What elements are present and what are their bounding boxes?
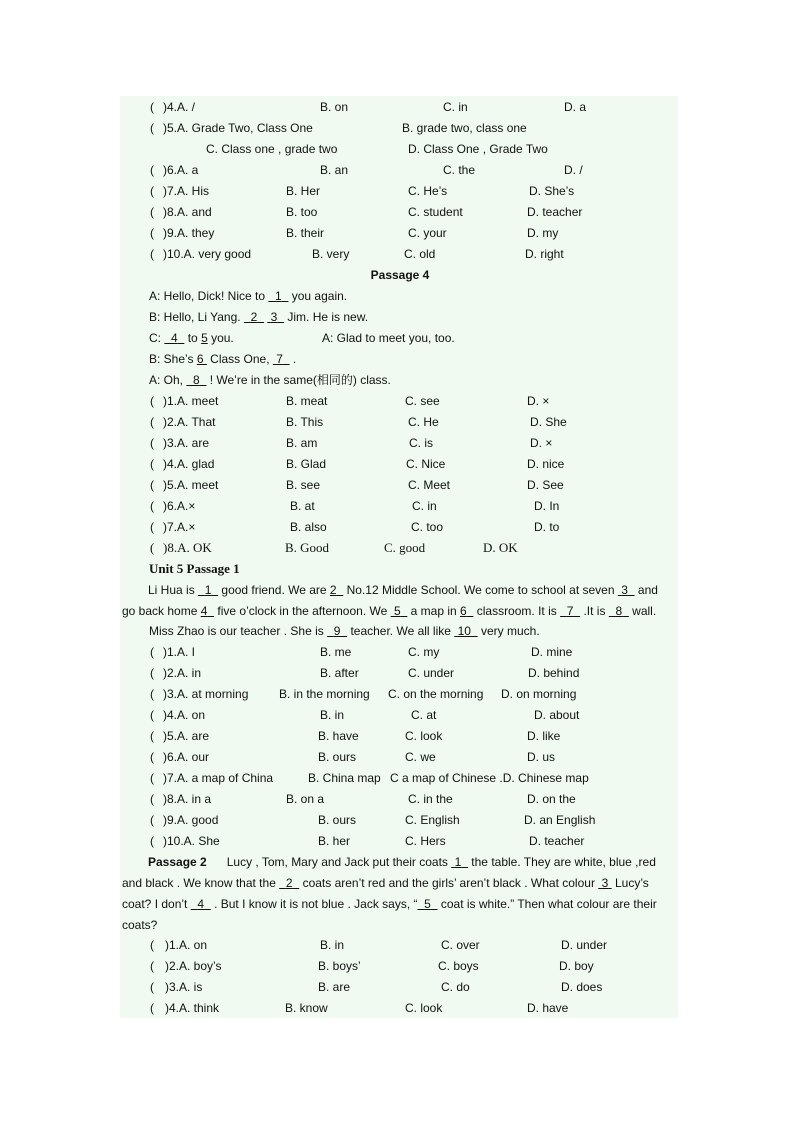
blank-4: 4 [197, 897, 205, 911]
answer-paren: ( [150, 394, 154, 408]
answer-paren: ( [150, 520, 154, 534]
option-c: C. in [443, 100, 468, 114]
answer-paren: ( [150, 205, 154, 219]
option-c: C. at [411, 708, 437, 722]
question-option-a: )5.A. meet [163, 478, 219, 492]
question-option-a: )2.A. boy’s [165, 959, 222, 973]
passage-text [122, 852, 670, 936]
option-c: C. on the morning [388, 687, 484, 701]
question-option-a: )3.A. are [163, 436, 210, 450]
question-option-a: )2.A. in [163, 666, 202, 680]
option-d: D. an English [524, 813, 596, 827]
answer-paren: ( [150, 499, 154, 513]
text-segment: Miss Zhao is our teacher . She is [149, 624, 328, 638]
option-b: B. see [286, 478, 321, 492]
option-d: D. right [525, 247, 564, 261]
option-c: C. the [443, 163, 476, 177]
option-d: D. a [564, 100, 587, 114]
answer-paren: ( [150, 792, 154, 806]
blank-4: 4 [171, 331, 178, 345]
answer-paren: ( [150, 959, 154, 973]
option-c: C. we [405, 750, 436, 764]
option-b: B. China map [308, 771, 381, 785]
blank-9: 9 [333, 624, 341, 638]
option-c: C. over [441, 938, 480, 952]
option-c: C. do [441, 980, 470, 994]
passage-heading: Passage 2 [148, 855, 207, 869]
option-c: C. look [405, 1001, 443, 1015]
option-b: B. are [318, 980, 351, 994]
text-segment: classroom. It is [473, 604, 561, 618]
text-segment: A: Glad to meet you, too. [322, 331, 455, 345]
text-segment: very much. [477, 624, 540, 638]
option-d: D. × [527, 394, 550, 408]
option-c: C. my [408, 645, 440, 659]
question-option-a: )5.A. Grade Two, Class One [163, 121, 313, 135]
option-d: D. like [527, 729, 561, 743]
option-b: B. their [286, 226, 325, 240]
blank-1: 1 [275, 289, 282, 303]
question-option-a: )4.A. on [163, 708, 206, 722]
answer-paren: ( [150, 436, 154, 450]
option-b: B. Glad [286, 457, 327, 471]
blank-4: 4 [200, 604, 208, 618]
answer-paren: ( [150, 100, 154, 114]
option-b: B. meat [286, 394, 328, 408]
question-option-a: )3.A. at morning [163, 687, 249, 701]
option-c: C. Hers [405, 834, 446, 848]
option-d: D. teacher [529, 834, 585, 848]
option-b: B. boys’ [318, 959, 361, 973]
option-c: C. under [408, 666, 455, 680]
text-segment: teacher. We all like [347, 624, 455, 638]
question-option-a: )8.A. in a [163, 792, 212, 806]
option-c: C a map of Chinese .D. Chinese map [390, 771, 589, 785]
question-option-a: )8.A. and [163, 205, 212, 219]
question-option-a: )5.A. are [163, 729, 210, 743]
text-segment: Jim. He is new. [284, 310, 369, 324]
text-segment: Lucy , Tom, Mary and Jack put their coats [226, 855, 452, 869]
text-segment: coats aren’t red and the girls’ aren’t black . What colour [299, 876, 599, 890]
text-segment: . But I know it is not blue . Jack says, “ [210, 897, 418, 911]
answer-paren: ( [150, 226, 154, 240]
answer-paren: ( [150, 184, 154, 198]
question-option-a: )4.A. / [163, 100, 196, 114]
question-option-a: )4.A. think [165, 1001, 220, 1015]
option-b: B. on [320, 100, 349, 114]
option-d: D. / [564, 163, 583, 177]
option-c: C. Nice [406, 457, 446, 471]
blank-1: 1 [204, 583, 212, 597]
question-option-a: )7.A. His [163, 184, 210, 198]
option-c: C. student [408, 205, 463, 219]
answer-paren: ( [150, 687, 154, 701]
option-b: C. Class one , grade two [206, 142, 338, 156]
question-option-a: )10.A. She [163, 834, 220, 848]
answer-paren: ( [150, 708, 154, 722]
blank-5: 5 [424, 897, 431, 911]
option-b: B. too [286, 205, 318, 219]
option-b: B. am [286, 436, 318, 450]
option-d: D. have [527, 1001, 569, 1015]
option-b: B. ours [318, 750, 357, 764]
answer-paren: ( [150, 729, 154, 743]
text-segment: and go back home [122, 583, 658, 618]
question-option-a: )4.A. glad [163, 457, 215, 471]
answer-paren: ( [150, 666, 154, 680]
option-b: B. ours [318, 813, 357, 827]
answer-paren: ( [150, 834, 154, 848]
option-b: B. Her [286, 184, 321, 198]
option-d: D. boy [559, 959, 594, 973]
answer-paren: ( [150, 247, 154, 261]
question-option-a: )9.A. they [163, 226, 215, 240]
text-segment: wall. [628, 604, 657, 618]
option-c: C. is [409, 436, 433, 450]
blank-5: 5 [201, 331, 208, 345]
blank-8: 8 [193, 373, 200, 387]
option-c: C. boys [438, 959, 479, 973]
text-segment: A: Oh, [149, 373, 187, 387]
question-option-a: )1.A. meet [163, 394, 219, 408]
blank-2: 2 [250, 310, 258, 324]
text-segment: No.12 Middle School. We come to school at seven [343, 583, 618, 597]
option-d: D. does [561, 980, 603, 994]
option-d: D. us [527, 750, 556, 764]
option-b: B. in [320, 708, 345, 722]
question-option-a: )2.A. That [163, 415, 216, 429]
text-segment: Unit 5 Passage 1 [149, 561, 240, 576]
answer-paren: ( [150, 540, 155, 555]
blank-1: 1 [454, 855, 462, 869]
question-option-a: )10.A. very good [163, 247, 252, 261]
option-d: D. behind [528, 666, 580, 680]
answer-paren: ( [150, 645, 154, 659]
question-option-a: )8.A. OK [163, 540, 212, 555]
text-segment: you again. [288, 289, 348, 303]
option-b: B. have [318, 729, 359, 743]
answer-paren: ( [150, 457, 154, 471]
option-d: D. mine [531, 645, 573, 659]
question-option-a: )6.A. a [163, 163, 199, 177]
option-d: D. about [534, 708, 580, 722]
option-d: D. × [530, 436, 553, 450]
option-b: B. in [320, 938, 345, 952]
answer-paren: ( [150, 121, 154, 135]
text-segment: Li Hua is [148, 583, 199, 597]
text-segment: C: [149, 331, 165, 345]
question-option-a: )6.A. our [163, 750, 210, 764]
blank-10: 10 [457, 624, 471, 638]
text-segment: Lucy’s coat? I don’t [122, 876, 649, 911]
answer-paren: ( [150, 478, 154, 492]
text-segment: .It is [580, 604, 609, 618]
option-b: B. also [290, 520, 327, 534]
option-d: D. nice [527, 457, 565, 471]
blank-2: 2 [329, 583, 337, 597]
blank-6: 6 [196, 352, 204, 366]
option-b: B. after [320, 666, 359, 680]
option-b: B. Good [285, 540, 330, 555]
question-option-a: )3.A. is [165, 980, 203, 994]
blank-3: 3 [601, 876, 609, 890]
text-segment: Class One, [206, 352, 273, 366]
option-d: D. She [530, 415, 567, 429]
text-segment: five o’clock in the afternoon. We [214, 604, 391, 618]
passage-heading: Passage 4 [370, 268, 430, 282]
answer-paren: ( [150, 163, 154, 177]
answer-paren: ( [150, 415, 154, 429]
option-d: D. to [534, 520, 560, 534]
option-d: D. teacher [527, 205, 583, 219]
option-c: C. He [408, 415, 439, 429]
option-c: C. in the [408, 792, 453, 806]
text-segment: B: Hello, Li Yang. [149, 310, 244, 324]
option-d: D. on morning [501, 687, 577, 701]
option-d: D. under [561, 938, 608, 952]
blank-7: 7 [566, 604, 574, 618]
question-option-a: )7.A.× [163, 520, 196, 534]
option-c: C. in [412, 499, 437, 513]
option-d: D. my [527, 226, 559, 240]
text-segment: you. [207, 331, 234, 345]
option-d: D. In [534, 499, 560, 513]
option-d: D. OK [483, 540, 518, 555]
option-b: B. in the morning [279, 687, 370, 701]
option-c: C. your [408, 226, 447, 240]
option-b: B. an [320, 163, 349, 177]
blank-5: 5 [393, 604, 401, 618]
option-c: C. Meet [408, 478, 451, 492]
text-segment: a map in [407, 604, 461, 618]
option-b: B. know [285, 1001, 328, 1015]
answer-paren: ( [150, 750, 154, 764]
blank-3: 3 [270, 310, 278, 324]
question-option-a: )6.A.× [163, 499, 196, 513]
text-segment: B: She’s [149, 352, 197, 366]
question-option-a: )1.A. I [163, 645, 196, 659]
option-b: B. at [290, 499, 315, 513]
option-c: D. Class One , Grade Two [408, 142, 548, 156]
option-c: C. He’s [408, 184, 448, 198]
answer-paren: ( [150, 771, 154, 785]
option-b: B. This [286, 415, 324, 429]
text-segment: the table. They are white, blue ,red and black . We know that the [122, 855, 656, 890]
option-b: B. her [318, 834, 351, 848]
option-b: B. very [312, 247, 350, 261]
option-d: D. See [527, 478, 564, 492]
answer-paren: ( [150, 1001, 154, 1015]
text-segment: ! We’re in the same(相同的) class. [206, 373, 391, 387]
option-d: D. She’s [529, 184, 575, 198]
option-b: B. on a [286, 792, 325, 806]
question-option-a: )1.A. on [165, 938, 208, 952]
option-c: C. English [405, 813, 460, 827]
question-option-a: )7.A. a map of China [163, 771, 274, 785]
text-segment: coat is white.” Then what colour are their coats? [122, 897, 657, 932]
option-c: C. look [405, 729, 443, 743]
text-segment: A: Hello, Dick! Nice to [149, 289, 269, 303]
answer-paren: ( [150, 813, 154, 827]
blank-8: 8 [615, 604, 623, 618]
blank-7: 7 [276, 352, 283, 366]
option-c: C. old [404, 247, 436, 261]
blank-6: 6 [460, 604, 467, 618]
option-c: C. too [411, 520, 444, 534]
answer-paren: ( [150, 938, 154, 952]
option-b: B. grade two, class one [402, 121, 527, 135]
question-option-a: )9.A. good [163, 813, 219, 827]
blank-2: 2 [285, 876, 293, 890]
text-segment: . [289, 352, 297, 366]
text-segment: good friend. We are [218, 583, 330, 597]
option-b: B. me [320, 645, 352, 659]
option-c: C. good [384, 540, 426, 555]
option-c: C. see [405, 394, 440, 408]
option-d: D. on the [527, 792, 576, 806]
answer-paren: ( [150, 980, 154, 994]
text-segment: to [184, 331, 202, 345]
passage-text [122, 580, 670, 622]
blank-3: 3 [621, 583, 628, 597]
